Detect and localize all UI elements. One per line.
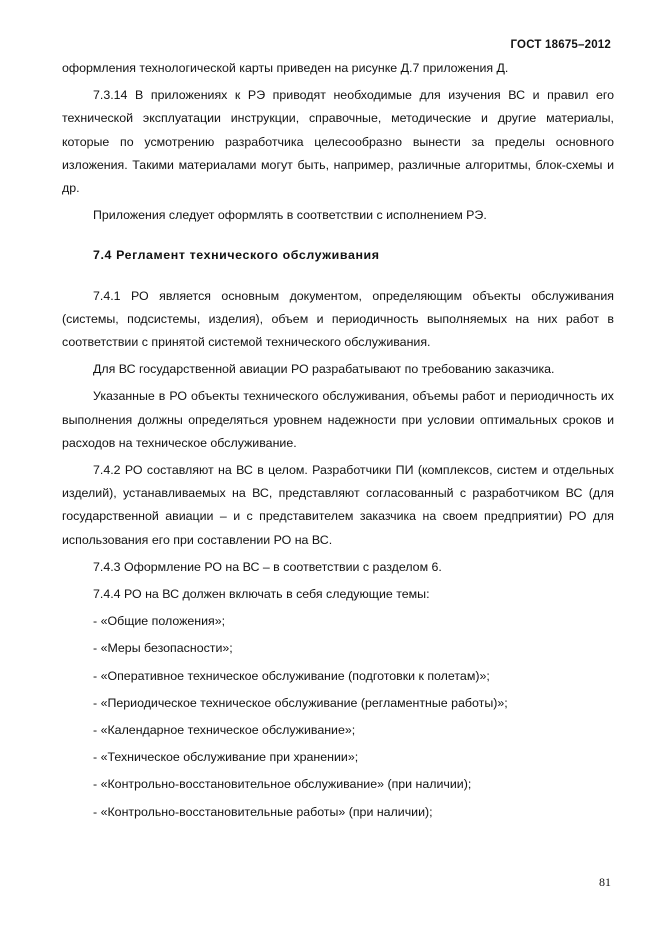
list-item: - «Техническое обслуживание при хранении»; [93,750,359,765]
paragraph-continuation: оформления технологической карты приведен на рисунке Д.7 приложения Д. [62,61,509,75]
list-item: - «Общие положения»; [93,614,226,629]
list-item: - «Контрольно-восстановительные работы» (при наличии); [93,804,433,819]
paragraph-objects-maintenance: Указанные в РО объекты технического обслуживания, объемы работ и периодичность их выполнения должны определяться уровнем надежности при условии оптимальных сроков и расходов на техническое обслуживание. [62,389,614,450]
paragraph-7-4-2: 7.4.2 РО составляют на ВС в целом. Разработчики ПИ (комплексов, систем и отдельных изделий), устанавливаемых на ВС, представляют согласованный с разработчиком ВС (для государственной авиации – и с представителем заказчика на своем предприятии) РО для использования его при составлении РО на ВС. [62,463,614,547]
list-item: - «Периодическое техническое обслуживание (регламентные работы)»; [93,695,508,710]
page-number: 81 [599,875,611,889]
document-body [62,57,614,824]
paragraph-7-4-3: 7.4.3 Оформление РО на ВС – в соответствии с разделом 6. [93,559,442,574]
list-item: - «Меры безопасности»; [93,641,233,656]
paragraph-7-3-14: 7.3.14 В приложениях к РЭ приводят необходимые для изучения ВС и правил его технической эксплуатации инструкции, справочные, методические и другие материалы, которые по усмотрению разработчика целесообразно вынести за пределы основного изложения. Такими материалами могут быть, например, различные алгоритмы, блок-схемы и др. [62,88,614,196]
paragraph-state-aviation: Для ВС государственной авиации РО разрабатывают по требованию заказчика. [93,362,555,377]
standard-header: ГОСТ 18675–2012 [510,39,611,51]
paragraph-7-4-4: 7.4.4 РО на ВС должен включать в себя следующие темы: [93,587,430,602]
list-item: - «Оперативное техническое обслуживание (подготовки к полетам)»; [93,668,490,683]
paragraph-appendix-format: Приложения следует оформлять в соответствии с исполнением РЭ. [93,208,487,223]
section-heading-7-4: 7.4 Регламент технического обслуживания [93,248,380,263]
list-item: - «Календарное техническое обслуживание»; [93,723,356,738]
paragraph-7-4-1: 7.4.1 РО является основным документом, определяющим объекты обслуживания (системы, подсистемы, изделия), объем и периодичность выполняемых на них работ в соответствии с принятой системой технического обслуживания. [62,288,614,350]
list-item: - «Контрольно-восстановительное обслуживание» (при наличии); [93,777,472,792]
